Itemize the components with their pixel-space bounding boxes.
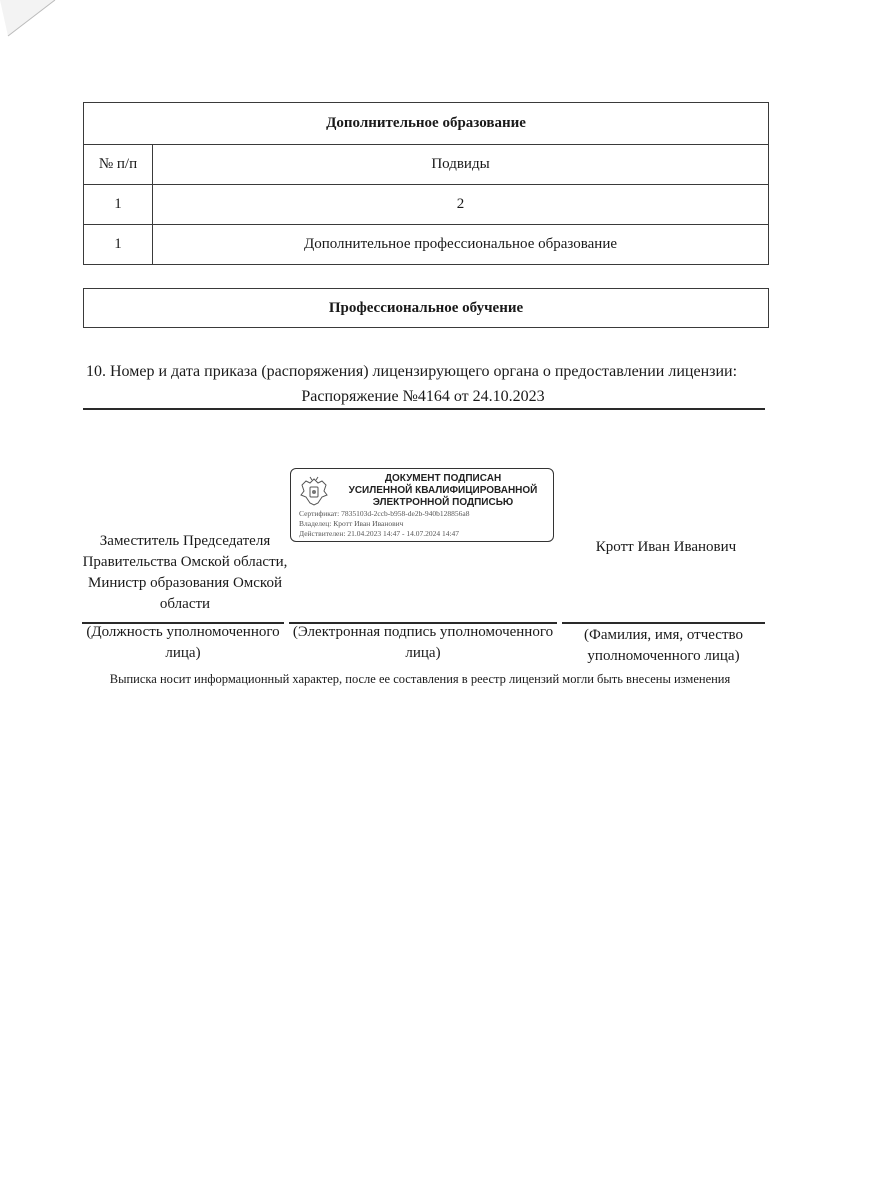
order-value: Распоряжение №4164 от 24.10.2023: [301, 388, 545, 405]
professional-training-table: [83, 288, 769, 328]
row-number: 1: [84, 185, 153, 225]
signatory-fio: Кротт Иван Иванович: [595, 539, 737, 555]
electronic-signature-stamp: [290, 468, 554, 542]
fio-underline: [562, 622, 765, 624]
table-row: [84, 225, 769, 265]
stamp-title: ДОКУМЕНТ ПОДПИСАН УСИЛЕННОЙ КВАЛИФИЦИРОВАННОЙ ЭЛЕКТРОННОЙ ПОДПИСЬЮ: [348, 473, 538, 508]
disclaimer-note: Выписка носит информационный характер, после ее составления в реестр лицензий могли быть внесены изменения: [109, 672, 731, 686]
stamp-owner: Владелец: Кротт Иван Иванович: [299, 519, 404, 528]
table-title: Профессиональное обучение: [84, 289, 769, 328]
order-label: 10. Номер и дата приказа (распоряжения) лицензирующего органа о предоставлении лицензии:: [86, 363, 738, 380]
row-number: 1: [84, 225, 153, 265]
stamp-validity: Действителен: 21.04.2023 14:47 - 14.07.2024 14:47: [299, 529, 460, 538]
stamp-certificate: Сертификат: 7835103d-2ccb-b958-de2b-940b128856a8: [299, 509, 470, 518]
row-value: Дополнительное профессиональное образование: [153, 225, 769, 265]
stamp-details: [299, 509, 551, 539]
column-header-subtypes: Подвиды: [153, 145, 769, 185]
page-corner-fold: [0, 0, 60, 40]
signatory-position: Заместитель Председателя Правительства Омской области, Министр образования Омской области: [82, 533, 288, 612]
coat-of-arms-icon: [296, 473, 332, 509]
order-underline: [83, 408, 765, 410]
row-value: 2: [153, 185, 769, 225]
additional-education-table: [83, 102, 769, 265]
column-header-number: № п/п: [84, 145, 153, 185]
table-title: Дополнительное образование: [84, 103, 769, 145]
table-row: [84, 185, 769, 225]
fio-caption: (Фамилия, имя, отчество уполномоченного лица): [584, 627, 743, 664]
position-caption: (Должность уполномоченного лица): [86, 624, 280, 661]
signature-caption: (Электронная подпись уполномоченного лица): [292, 624, 554, 661]
